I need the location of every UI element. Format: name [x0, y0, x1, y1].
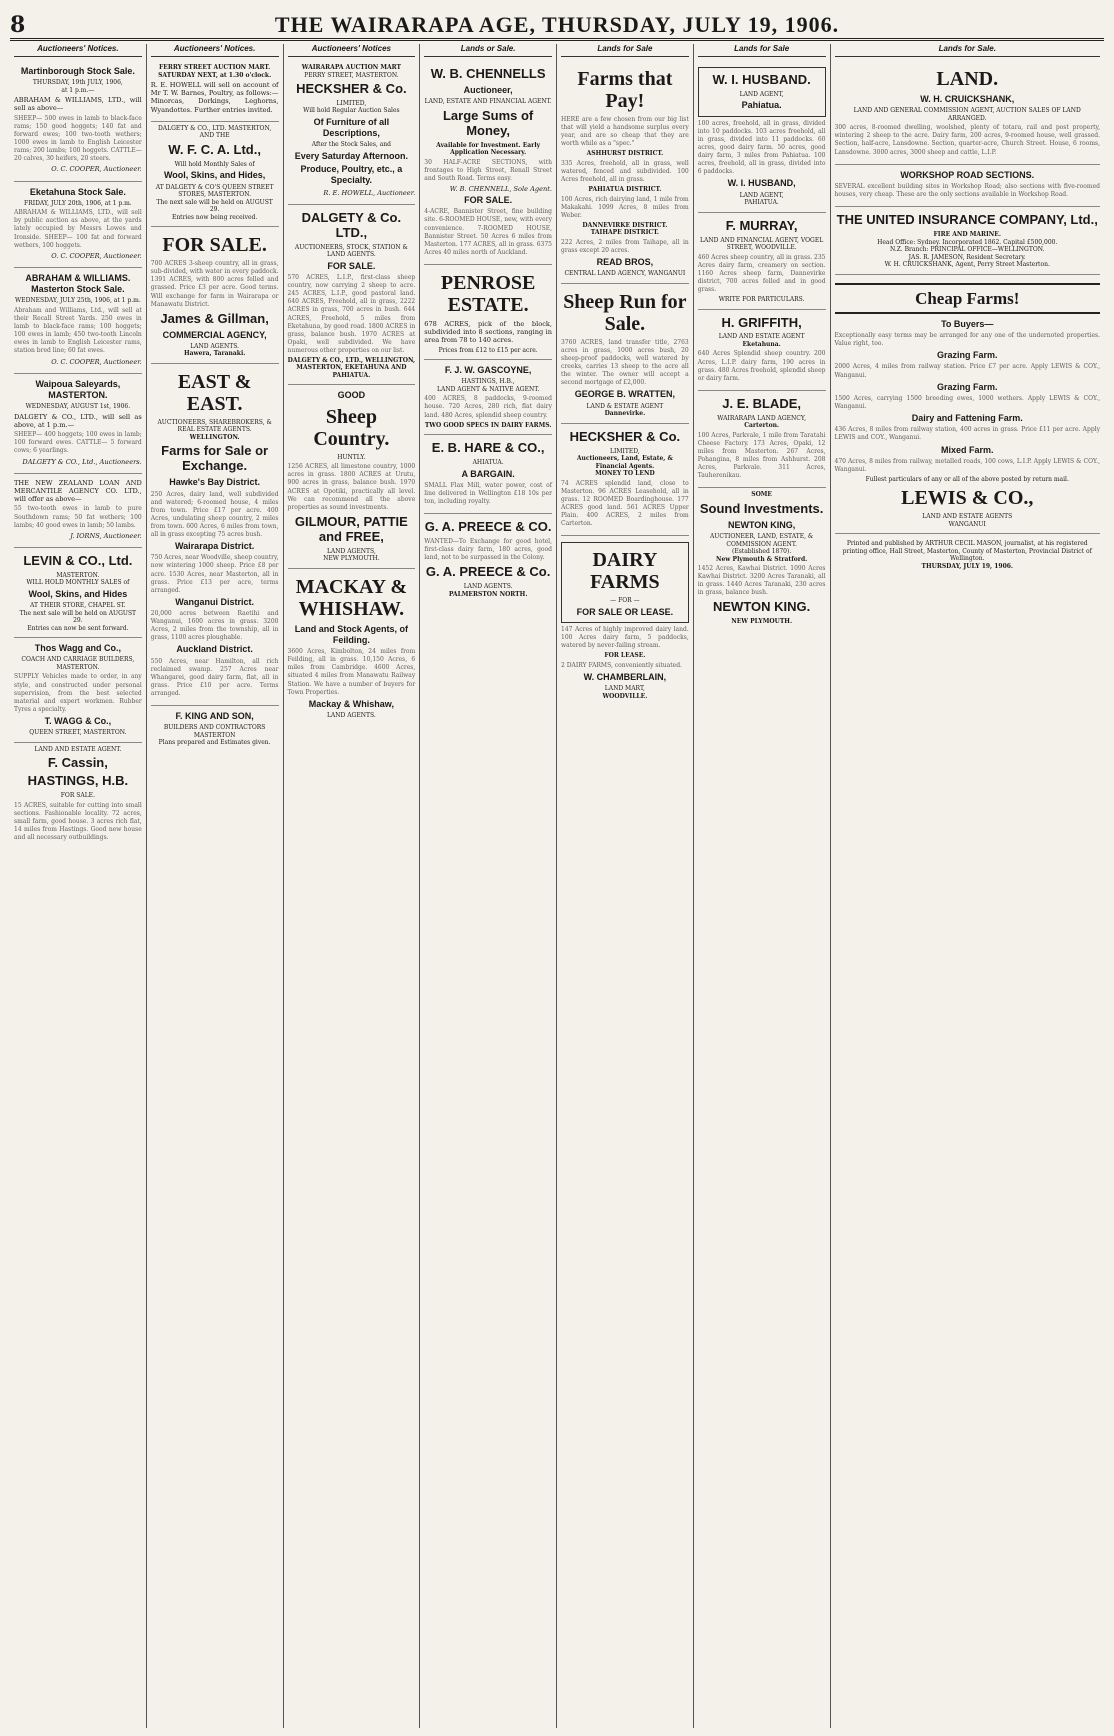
ad-wagg-address: QUEEN STREET, MASTERTON. — [29, 729, 127, 737]
ad-husband-title: W. I. HUSBAND. — [712, 72, 811, 87]
ad-filler-text: 470 Acres, 8 miles from railway, metalled roads, 100 cows, L.I.P. Apply LEWIS & COY., Wanganui. — [834, 457, 1100, 473]
ad-griffith — [698, 310, 826, 391]
ad-wfca-body: Will hold Monthly Sales of — [174, 160, 255, 168]
ad-land-title: LAND. — [936, 68, 999, 90]
ad-heckscher-title: HECKSHER & Co. — [569, 428, 681, 444]
imprint-date: THURSDAY, JULY 19, 1906. — [921, 562, 1014, 570]
ad-heckscher-sub: LIMITED, — [336, 99, 367, 107]
ad-levin-co — [14, 548, 142, 638]
ad-filler-text: Abraham and Williams, Ltd., will sell at their Recall Street Yards. 250 ewes in lamb to black-face rams; 100 hoggets; 100 ewes in lamb; 450 two-tooth Lincoln ewes in lamb to English Leicester rams, station bred line; 60 fat ewes. — [14, 306, 142, 355]
ad-dairy-sub: FOR SALE OR LEASE. — [576, 606, 674, 617]
ad-district-pahiatua: PAHIATUA DISTRICT. — [588, 186, 662, 194]
ad-heckscher-title: HECKSHER & Co. — [296, 81, 407, 96]
ad-filler-text: 3760 ACRES, land transfer title, 2763 acres in grass, 1000 acres bush, 20 sheep-proof paddocks, well watered by creeks, carries 13 sheep to the acre all the winter. The owner will accept a second mortgage of £2,000. — [561, 338, 689, 387]
page-number: 8 — [10, 12, 26, 38]
ad-mackay-trade: Land and Stock Agents, of Feilding. — [294, 623, 408, 645]
ad-signature: O. C. COOPER, Auctioneer. — [51, 357, 142, 366]
ad-husband-sign3: PAHIATUA. — [744, 199, 779, 207]
ad-gillman-city: Hawera, Taranaki. — [183, 350, 246, 358]
ad-filler-text: 436 Acres, 8 miles from railway station, 400 acres in grass. Price £11 per acre. Apply LEWIS and COY., Wanganui. — [834, 426, 1100, 442]
ad-king-plans: Plans prepared and Estimates given. — [158, 739, 271, 747]
imprint-text: Printed and published by ARTHUR CECIL MASON, journalist, at his registered printing office, Hall Street, Masterton, County of Masterton, Provincial District of Wellington. — [842, 540, 1092, 563]
column-heading: Lands for Sale. — [835, 44, 1101, 57]
ad-penrose-prices: Prices from £12 to £15 per acre. — [438, 346, 538, 354]
ad-gascoyne-title: F. J. W. GASCOYNE, — [444, 365, 532, 376]
ad-filler-text: 222 Acres, 2 miles from Taihape, all in grass except 20 acres. — [561, 238, 689, 255]
ad-money-to-lend: MONEY TO LEND — [595, 470, 655, 478]
ad-bargain: A BARGAIN. — [461, 468, 515, 479]
column-heading: Auctioneers' Notices. — [14, 44, 142, 57]
ad-griffith-title: H. GRIFFITH, — [721, 314, 802, 330]
ad-king-title: NEWTON KING, — [727, 519, 796, 530]
ad-king-son — [151, 706, 279, 752]
ad-king-trade: BUILDERS AND CONTRACTORS — [163, 724, 266, 732]
ad-dalgety-sign: DALGETY & CO., LTD., WELLINGTON, MASTERTON, EKETAHUNA AND PAHIATUA. — [287, 356, 416, 379]
ad-wagg-sign: T. WAGG & Co., — [44, 715, 112, 726]
ad-united-branch: N.Z. Branch: PRINCIPAL OFFICE—WELLINGTON. — [889, 246, 1045, 253]
ad-filler-text: SMALL Flax Mill, water power, cost of line delivered in Wellington £18 10s per ton, including royalty. — [424, 481, 552, 505]
ad-mackay-sign: Mackay & Whishaw, — [308, 698, 394, 709]
ad-read-trade: CENTRAL LAND AGENCY, WANGANUI — [564, 270, 686, 278]
ad-dairy-farm: Dairy and Fattening Farm. — [911, 413, 1023, 424]
ad-filler-text: 100 Acres, rich dairying land, 1 mile from Makakahi. 1099 Acres, 8 miles from Weber. — [561, 195, 689, 219]
column-auctioneers-2 — [147, 44, 284, 1728]
ad-preece-city: PALMERSTON NORTH. — [448, 590, 528, 598]
ad-cassin-name: F. Cassin, — [47, 755, 108, 771]
ad-filler-text: 15 ACRES, suitable for cutting into small sections. Fashionable locality. 72 acres, small farm, good house. 3 acres rich flat, 14 miles from Hastings. Good new house and all necessary outbuildings. — [14, 801, 142, 841]
ad-wfca-goods: Wool, Skins, and Hides, — [163, 170, 266, 181]
ad-filler-text: 30 HALF-ACRE SECTIONS, with frontages to High Street, Renall Street and South Road. Terms easy. — [424, 158, 552, 182]
ad-title: FERRY STREET AUCTION MART. — [159, 64, 271, 71]
ad-wagg-title: Thos Wagg and Co., — [34, 643, 121, 654]
ad-chennells-trade: Auctioneer, — [463, 84, 513, 95]
ad-gilmour-title: GILMOUR, PATTIE and FREE, — [294, 513, 408, 544]
ad-levin-entries: Entries can now be sent forward. — [27, 624, 129, 632]
ad-good: GOOD — [337, 390, 366, 401]
ad-signature: DALGETY & CO., Ltd., Auctioneers. — [22, 457, 142, 466]
newspaper-title: THE WAIRARAPA AGE, THURSDAY, JULY 19, 1906. — [274, 12, 840, 37]
ad-mackay-sign2: LAND AGENTS. — [326, 711, 376, 719]
ad-farms-title: Farms that Pay! — [577, 68, 673, 112]
ad-east-trade: AUCTIONEERS, SHAREBROKERS, & REAL ESTATE AGENTS. — [157, 418, 272, 434]
ad-dalgety-co — [288, 205, 416, 386]
ad-husband-city: Pahiatua. — [741, 100, 782, 111]
ad-district-auckland: Auckland District. — [176, 644, 253, 655]
ad-workshop-title: WORKSHOP ROAD SECTIONS. — [900, 169, 1035, 180]
ad-murray-trade: LAND AND FINANCIAL AGENT, VOGEL STREET, WOODVILLE. — [700, 236, 824, 252]
ad-filler-text: SUPPLY Vehicles made to order, in any style, and constructed under personal supervision, from the best selected material and expert workmen. Rubber Tyres a specialty. — [14, 673, 142, 713]
ad-united-agent: W. H. CRUICKSHANK, Agent, Perry Street Masterton. — [884, 261, 1050, 268]
ad-wratten-title: GEORGE B. WRATTEN, — [574, 389, 676, 400]
ad-sheep-title: Sheep Country. — [313, 405, 390, 450]
ad-gilmour-trade: LAND AGENTS, — [326, 547, 376, 555]
ad-available: Available for Investment. Early Application Necessary. — [436, 141, 541, 157]
ad-heckscher-land — [561, 424, 689, 537]
ad-filler-text: 147 Acres of highly improved dairy land. 100 Acres dairy farm, 5 paddocks, watered by never-failing stream. — [561, 625, 689, 650]
ad-grazing-farm-2: Grazing Farm. — [936, 381, 998, 392]
column-lands-1 — [420, 44, 557, 1728]
masthead — [10, 8, 1104, 41]
ad-filler-text: SHEEP— 400 hoggets; 100 ewes in lamb; 100 forward ewes. CATTLE— 5 forward cows; 6 yearlings. — [14, 431, 142, 455]
ad-blade-city: Carterton. — [744, 422, 780, 430]
ad-heckscher-goods: Of Furniture of all Descriptions, — [313, 116, 390, 139]
column-lands-3 — [694, 44, 831, 1728]
ad-dairy-farms — [561, 536, 689, 705]
ad-murray — [698, 213, 826, 310]
ad-cruickshank-trade: LAND AND GENERAL COMMISSION AGENT, AUCTION SALES OF LAND ARRANGED. — [853, 107, 1081, 122]
ad-king-est: (Established 1870). — [732, 548, 792, 555]
ad-mart-title: WAIRARAPA AUCTION MART — [301, 64, 402, 71]
ad-preece — [424, 514, 552, 603]
ad-mixed-farm: Mixed Farm. — [940, 444, 994, 455]
ad-mart-address: PERRY STREET, MASTERTON. — [304, 71, 399, 79]
ad-wfca-next: The next sale will be held on AUGUST 29. — [156, 198, 273, 214]
ad-husband — [698, 61, 826, 213]
ad-levin-body: WILL HOLD MONTHLY SALES of — [26, 579, 130, 587]
ad-wagg-city: MASTERTON. — [56, 663, 100, 671]
ad-district-wanganui: Wanganui District. — [175, 596, 254, 607]
ad-husband-trade: LAND AGENT, — [739, 90, 784, 98]
ad-levin-next: The next sale will be held on AUGUST 29. — [19, 609, 137, 625]
ad-filler-text: SHEEP— 500 ewes in lamb to black-face rams; 150 good hoggets; 140 fat and forward ewes; 100 two-tooth wethers; 1000 ewes in lamb to English Leicester rams; 200 lambs; 100 hoggets. CATTLE— 20 calves, 30 heifers, 20 steers. — [14, 114, 142, 163]
ad-filler-text: 335 Acres, freehold, all in grass, well watered, fenced and subdivided. 100 Acres freehold, all in grass. — [561, 159, 689, 184]
ad-wagg-trade: COACH AND CARRIAGE BUILDERS, — [21, 656, 135, 664]
ad-wratten — [561, 284, 689, 424]
ad-east-city: WELLINGTON. — [189, 433, 240, 441]
ad-thos-wagg — [14, 638, 142, 742]
ad-large-sums: Large Sums of Money, — [442, 107, 534, 138]
ad-gascoyne-city: HASTINGS, H.B., — [461, 378, 515, 386]
ad-gascoyne — [424, 360, 552, 435]
ad-huntly: HUNTLY. — [337, 453, 366, 461]
ad-penrose — [424, 265, 552, 360]
ad-cassin — [14, 743, 142, 849]
ad-gillman-trade: LAND AGENTS. — [190, 342, 240, 350]
ad-filler-text: ABRAHAM & WILLIAMS, LTD., will sell by public auction as above, at the yards lately occupied by Messrs Lowes and Ironside. SHEEP— 100 fat and forward wethers, 100 hoggets. — [14, 209, 142, 249]
ad-levin-city: MASTERTON. — [56, 571, 100, 579]
ad-preece-trade: LAND AGENTS. — [463, 583, 513, 591]
ad-filler-text: 1256 ACRES, all limestone country, 1000 acres in grass. 1800 ACRES at Urutu, 900 acres in grass, balance bush. 1970 ACRES at Opotiki, practically all level. We can recommend all the above properties as sound investments. — [287, 463, 416, 511]
ad-dalgety-sale: FOR SALE. — [327, 260, 376, 271]
ad-united-title: THE UNITED INSURANCE COMPANY, Ltd., — [836, 212, 1098, 228]
ad-title: Eketahuna Stock Sale. — [29, 186, 126, 197]
ad-cruickshank-title: W. H. CRUICKSHANK, — [920, 94, 1015, 104]
ad-filler-text: 4-ACRE, Bannister Street, fine building site. 6-ROOMED HOUSE, new, with every convenience. 7-ROOMED HOUSE, Bannister Street. 50 Acres 6 miles from Masterton. 177 ACRES, all in grass. 6375 Acres 40 miles north of Auckland. — [424, 208, 552, 256]
ad-united-office: Head Office: Sydney. Incorporated 1862. Capital £500,000. — [877, 238, 1058, 246]
ad-dairy-title: DAIRY FARMS — [590, 549, 660, 594]
ad-wfca-place: AT DALGETY & CO'S QUEEN STREET STORES, MASTERTON. — [155, 183, 274, 199]
ad-king-trade: AUCTIONEER, LAND, ESTATE, & COMMISSION AGENT. — [709, 533, 814, 548]
column-heading: Auctioneers' Notices — [288, 44, 416, 57]
column-heading: Lands for Sale — [561, 44, 689, 57]
ad-eketahuna-sale — [14, 182, 142, 268]
ad-king-sign-city: NEW PLYMOUTH. — [731, 618, 793, 626]
ad-levin-goods: Wool, Skins, and Hides — [28, 588, 128, 599]
ad-united-insurance — [835, 207, 1101, 274]
ad-martinborough-sale — [14, 61, 142, 182]
ad-heckscher-sub: LIMITED, — [609, 447, 640, 455]
ad-heckscher-after: After the Stock Sales, and — [311, 141, 392, 149]
ad-read-bros — [561, 61, 689, 284]
column-lands-2 — [557, 44, 694, 1728]
ad-heckscher-every: Every Saturday Afternoon. — [294, 150, 408, 161]
ad-body: THE NEW ZEALAND LOAN AND MERCANTILE AGENCY CO. LTD., will offer as above— — [14, 478, 142, 504]
ad-preece-title: G. A. PREECE & CO. — [424, 519, 552, 535]
ad-filler-text: 100 acres, freehold, all in grass, divided into 10 paddocks. 103 acres freehold, all in grass, divided into 11 paddocks. 60 acres, good dairy farm. 50 acres, good dairy farm, 3 miles from Pahiatua. 100 acres, freehold, all in grass, divided into 6 paddocks. — [697, 119, 826, 176]
ad-body: ABRAHAM & WILLIAMS, LTD., will sell as above— — [14, 96, 142, 113]
ad-ferry-street-mart — [151, 61, 279, 122]
ad-husband-sign: W. I. HUSBAND, — [727, 178, 796, 189]
ad-mackay-whishaw — [288, 569, 416, 725]
ad-filler-text: 20,000 acres between Raetihi and Wanganui, 1600 acres in grass. 3200 Acres, 2 miles from the township, all in grass, 1100 acres ploughable. — [150, 610, 279, 642]
ad-to-buyers: To Buyers— — [941, 318, 994, 329]
ad-dalgety: DALGETY & CO., LTD. MASTERTON, AND THE — [157, 124, 272, 140]
ad-fuller: Fullest particulars of any or all of the above posted by return mail. — [865, 475, 1069, 483]
newspaper-columns — [10, 44, 1104, 1728]
ad-gillman-sub: COMMERCIAL AGENCY, — [162, 329, 267, 340]
ad-murray-write: WRITE FOR PARTICULARS. — [718, 296, 805, 303]
ad-heckscher-body: Will hold Regular Auction Sales — [303, 107, 400, 115]
ad-filler-text: 2000 Acres, 4 miles from railway station. Price £7 per acre. Apply LEWIS & COY., Wanganui. — [834, 363, 1100, 379]
ad-united-trade: FIRE AND MARINE. — [933, 231, 1001, 238]
ad-filler-text: 460 Acres sheep country, all in grass. 235 Acres dairy farm, creamery on section. 1160 Acres sheep farm, Dannevirke district, 700 acres felled and in good grass. — [697, 253, 826, 293]
ad-hare — [424, 435, 552, 514]
ad-filler-text: 1500 Acres, carrying 1500 breeding ewes, 1000 wethers. Apply LEWIS & COY., Wanganui. — [834, 394, 1100, 410]
ad-wfca-entries: Entries now being received. — [171, 213, 258, 221]
ad-workshop-road — [835, 165, 1101, 207]
ad-king-sign: NEWTON KING. — [712, 599, 811, 615]
ad-filler-text: 400 ACRES, 8 paddocks, 9-roomed house. 720 Acres, 280 rich, flat dairy land. 480 Acres, splendid sheep country. — [424, 395, 552, 419]
ad-body: DALGETY & CO., LTD., will sell as above, at 1 p.m.— — [14, 412, 142, 429]
ad-dairy-box — [561, 542, 689, 623]
ad-date: WEDNESDAY, JULY 25th, 1906, at 1 p.m. — [15, 297, 141, 305]
ad-chennells — [424, 61, 552, 265]
ad-murray-title: F. MURRAY, — [725, 217, 798, 233]
ad-chamberlain-trade: LAND MART, — [604, 685, 645, 693]
ad-filler-text: WANTED—To Exchange for good hotel, first-class dairy farm, 180 acres, good land, not to be surpassed in the Colony. — [424, 538, 552, 562]
ad-cheap-farms: Cheap Farms! — [835, 283, 1101, 314]
ad-chennells-sign: W. B. CHENNELL, Sole Agent. — [449, 184, 552, 193]
ad-filler-text: SEVERAL excellent building sites in Workshop Road; also sections with five-roomed houses, very cheap. These are the only sections available in Workshop Road. — [834, 182, 1100, 198]
ad-some: SOME — [751, 491, 773, 499]
ad-filler-text: 700 ACRES 3-sheep country, all in grass, sub-divided, with water in every paddock. 1391 ACRES, with 800 acres felled and grassed. Price £3 per acre. Good terms. Will exchange for farm in Wairarapa or Manawatu District. — [150, 260, 279, 308]
ad-griffith-city: Eketahuna. — [742, 340, 781, 348]
ad-wratten-trade: LAND & ESTATE AGENT — [586, 402, 664, 410]
ad-east-title: EAST & EAST. — [177, 370, 252, 415]
ad-body: R. E. HOWELL will sell on account of Mr T. W. Barnes, Poultry, as follows:—Minorcas, Dorkings, Leghorns, Wyandottes. Further entries invited. — [150, 81, 279, 114]
ad-east-east — [151, 364, 279, 706]
ad-sheep-run-title: Sheep Run for Sale. — [563, 290, 687, 335]
ad-forsale: FOR SALE. — [464, 195, 513, 206]
ad-district-taihape: TAIHAPE DISTRICT. — [590, 229, 659, 237]
ad-filler-text: HERE are a few chosen from our big list that will yield a handsome surplus every year, and are so cheap that they are worth while as a "spec." — [561, 116, 689, 148]
ad-lewis-title: LEWIS & CO., — [901, 487, 1034, 510]
ad-filler-text: 74 ACRES splendid land, close to Masterton. 96 ACRES Leasehold, all in grass. 12 ROOMED Boardinghouse. 177 ACRES good land. 561 ACRES Upper Plain. 400 ACRES, 2 miles from Carterton. — [561, 479, 689, 528]
ad-cruickshank — [835, 61, 1101, 165]
ad-penrose-title: PENROSE ESTATE. — [440, 271, 536, 316]
ad-wfca-title: W. F. C. A. Ltd., — [168, 141, 261, 157]
ad-filler-text: 3600 Acres, Kimbolton, 24 miles from Feilding, all in grass. 10,150 Acres, 6 miles from Cambridge. 4600 Acres, situated 4 miles from Manawatu Railway Station. We have a number of buyers for Town Properties. — [287, 648, 416, 696]
ad-signature: J. IORNS, Auctioneer. — [70, 531, 142, 540]
ad-heckscher-mart — [288, 61, 416, 205]
ad-hare-title: E. B. HARE & CO., — [431, 440, 545, 456]
ad-district-ashhurst: ASHHURST DISTRICT. — [586, 150, 664, 158]
ad-howell-sign: R. E. HOWELL, Auctioneer. — [323, 188, 416, 197]
ad-gillman-title: James & Gillman, — [160, 310, 269, 326]
ad-dalgety-trade: AUCTIONEERS, STOCK, STATION & LAND AGENTS. — [294, 243, 408, 259]
imprint — [835, 540, 1101, 570]
ad-chennells-title: W. B. CHENNELLS — [430, 66, 546, 81]
ad-filler-text: 250 Acres, dairy land, well subdivided and watered; 6-roomed house, 4 miles from town. Price £17 per acre. 400 Acres, undulating sheep country, 2 miles from town. 600 Acres, 6 miles from town, all in grass excepting 75 acres bush. — [150, 490, 279, 538]
column-heading: Lands or Sale. — [424, 44, 552, 57]
ad-levin-place: AT THEIR STORE, CHAPEL ST. — [30, 602, 126, 610]
ad-blade — [698, 391, 826, 489]
ad-waipoua-saleyards — [14, 374, 142, 474]
ad-dalgety-wfca — [151, 122, 279, 227]
ad-penrose-body: 678 ACRES, pick of the block, subdivided into 8 sections, ranging in area from 78 to 140 acres. — [424, 319, 552, 345]
ad-gilmour-city: NEW PLYMOUTH. — [323, 555, 380, 563]
ad-filler-text: 750 Acres, near Woodville, sheep country, now wintering 1000 sheep. Price £8 per acre. 1530 Acres, near Masterton, all in grass. Price £13 per acre, terms arranged. — [150, 554, 279, 594]
ad-dairy-for: — FOR — — [610, 597, 640, 605]
ad-king-title: F. KING AND SON, — [175, 711, 254, 722]
ad-district-hawkes: Hawke's Bay District. — [169, 477, 260, 488]
ad-signature: O. C. COOPER, Auctioneer. — [51, 251, 142, 260]
ad-grazing-farm-1: Grazing Farm. — [936, 350, 998, 361]
ad-lewis-city: WANGANUI — [948, 520, 986, 528]
ad-signature: O. C. COOPER, Auctioneer. — [51, 165, 142, 174]
ad-lewis-co — [835, 275, 1101, 535]
ad-hare-city: AHIATUA. — [472, 459, 504, 467]
ad-forsale-title: FOR SALE. — [162, 234, 267, 257]
ad-blade-trade: WAIRARAPA LAND AGENCY, — [717, 414, 806, 422]
ad-filler-text: 1452 Acres, Kawhai District. 1090 Acres Kawhai District. 3200 Acres Taranaki, all in grass. 1440 Acres Taranaki, 230 acres in grass, balance bush. — [697, 565, 826, 597]
ad-wratten-city: Dannevirke. — [604, 410, 646, 418]
ad-preece-sign: G. A. PREECE & Co. — [425, 564, 551, 580]
ad-time: at 1 p.m.— — [61, 86, 95, 94]
ad-cassin-trade: LAND AND ESTATE AGENT. — [34, 745, 122, 753]
column-auctioneers-1 — [10, 44, 147, 1728]
ad-chennells-sub: LAND, ESTATE AND FINANCIAL AGENT. — [424, 98, 552, 106]
ad-filler-text: 100 Acres, Parkvale, 1 mile from Taratahi Cheese Factory. 173 Acres, Opaki, 12 miles from Masterton. 267 Acres, Pohangina, 8 miles from Ashhurst. 208 Acres, Parkvale. 311 Acres, Tauherenikau. — [697, 431, 826, 480]
ad-cassin-city: HASTINGS, H.B. — [27, 773, 129, 789]
ad-filler-text: 550 Acres, near Hamilton, all rich reclaimed swamp. 257 Acres near Whangarei, good dairy farm, flat, all in grass. Price £10 per acre. Terms arranged. — [150, 657, 279, 698]
ad-filler-text: 570 ACRES, L.I.P., first-class sheep country, now carrying 2 sheep to acre. 245 ACRES, L.I.P., good pastoral land. 640 ACRES, Freehold, all in grass, 2222 ACRES in grass, 700 acres in bush. 644 ACRES, Freehold, 5 miles from Eketahuna, by good road. 1800 ACRES in grass, balance bush. 1970 ACRES at Opaki, well subdivided. We have numerous other properties on our list. — [287, 274, 416, 354]
ad-newton-king — [698, 488, 826, 631]
ad-gascoyne-trade: LAND AGENT & NATIVE AGENT. — [437, 385, 540, 393]
ad-filler-text: 300 acres, 8-roomed dwelling, woolshed, plenty of totara, rail and post property, wintering 2 sheep to the acre. Dairy farm, 200 acres, 9-roomed house, well grassed. Section, half-acre, Lansdowne. Section, quarter-acre, Church Street. House, 6 rooms, Lansdowne. 3000 acres, 3000 sheep and cattle, L.I.P. — [834, 124, 1100, 156]
ad-united-manager: JAS. R. JAMESON, Resident Secretary. — [908, 253, 1026, 261]
column-auctioneers-3 — [284, 44, 421, 1728]
ad-date: FRIDAY, JULY 20th, 1906, at 1 p.m. — [24, 199, 132, 207]
ad-district-wairarapa: Wairarapa District. — [175, 541, 255, 552]
ad-king-city: New Plymouth & Stratford. — [716, 555, 808, 563]
ad-heckscher-trade: Auctioneers, Land, Estate, & Financial Agents. — [576, 455, 673, 470]
ad-nz-loan-mercantile — [14, 474, 142, 548]
ad-date: SATURDAY NEXT, at 1.30 o'clock. — [158, 71, 272, 79]
ad-mackay-title: MACKAY & WHISHAW. — [295, 575, 408, 620]
ad-filler-text: 55 two-tooth ewes in lamb to pure Southdown rams; 50 fat wethers; 100 lambs; 40 good ewes in lamb; 50 lambs. — [14, 505, 142, 529]
ad-date: THURSDAY, 19th JULY, 1906, — [32, 79, 123, 87]
ad-title: Martinborough Stock Sale. — [20, 66, 135, 76]
ad-for-lease: FOR LEASE. — [604, 652, 646, 660]
ad-title: Waipoua Saleyards, MASTERTON. — [35, 378, 121, 401]
column-heading: Auctioneers' Notices. — [151, 44, 279, 57]
ad-dalgety-title: DALGETY & Co. LTD., — [301, 209, 402, 240]
ad-read-title: READ BROS, — [596, 257, 654, 268]
ad-title: ABRAHAM & WILLIAMS. Masterton Stock Sale. — [25, 272, 131, 295]
ad-produce: Produce, Poultry, etc., a Specialty. — [300, 164, 403, 186]
ad-date: WEDNESDAY, AUGUST 1st, 1906. — [25, 403, 131, 411]
ad-masterton-sale — [14, 268, 142, 374]
ad-district-dannevirke: DANNEVIRKE DISTRICT. — [582, 221, 668, 229]
ad-husband-box — [698, 67, 826, 117]
column-lands-4 — [831, 44, 1105, 1728]
ad-filler-text: 2 DAIRY FARMS, conveniently situated. — [561, 661, 682, 669]
column-heading: Lands for Sale — [698, 44, 826, 57]
ad-filler-text: 640 Acres Splendid sheep country. 200 Acres, L.I.P. dairy farm, 190 acres in grass. 480 Acres freehold, splendid sheep or dairy farm. — [697, 350, 826, 382]
ad-blade-title: J. E. BLADE, — [722, 395, 801, 411]
ad-sound-title: Sound Investments. — [699, 500, 824, 516]
ad-king-city: MASTERTON — [193, 731, 236, 739]
ad-lewis-trade: LAND AND ESTATE AGENTS — [922, 513, 1013, 521]
ad-chamberlain-title: W. CHAMBERLAIN, — [583, 671, 667, 682]
ad-griffith-trade: LAND AND ESTATE AGENT — [718, 333, 805, 341]
ad-gillman — [151, 227, 279, 364]
ad-good-sheep — [288, 385, 416, 568]
ad-levin-title: LEVIN & CO., Ltd. — [23, 552, 133, 568]
ad-filler-text: Exceptionally easy terms may be arranged for any one of the undernoted properties. Value right, too. — [834, 332, 1100, 348]
ad-gascoyne-spec: TWO GOOD SPECS IN DAIRY FARMS. — [424, 421, 552, 429]
ad-husband-sign2: LAND AGENT, — [739, 191, 784, 199]
ad-cassin-sale: FOR SALE. — [60, 792, 95, 799]
ad-east-farms: Farms for Sale or Exchange. — [161, 443, 269, 474]
ad-chamberlain-city: WOODVILLE. — [602, 692, 648, 700]
